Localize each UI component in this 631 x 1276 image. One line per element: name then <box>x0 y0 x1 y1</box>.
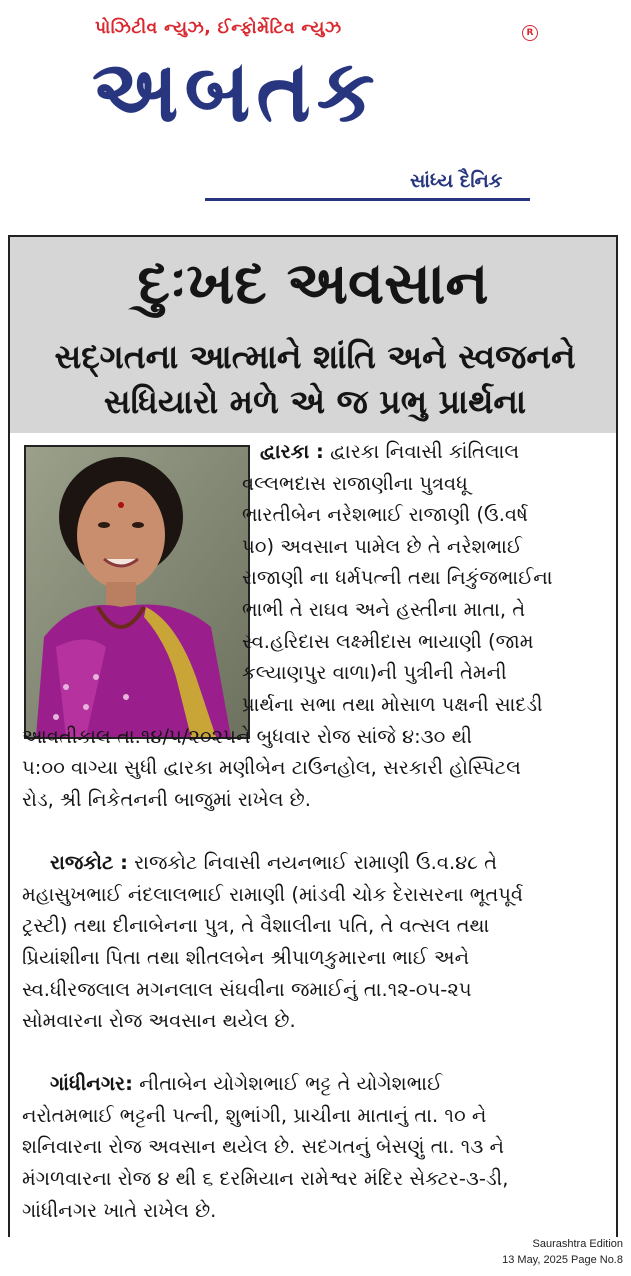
edition-label: Saurashtra Edition <box>532 1238 623 1250</box>
tagline: પોઝિટીવ ન્યુઝ, ઈન્ફોર્મેટિવ ન્યુઝ <box>95 18 342 38</box>
place-dwarka: દ્વારકા : <box>260 440 324 463</box>
gandhinagar-text-1: નીતાબેન યોગેશભાઈ ભટ્ટ તે યોગેશભાઈ <box>139 1072 443 1095</box>
newspaper-logo: અબતક <box>92 43 381 141</box>
dwarka-line-10: આવતીકાલ તા.૧૪/૫/૨૦૨૫ને બુધવાર રોજ સાંજે ૪:૩૦ થી <box>22 725 473 748</box>
gandhinagar-line-1 <box>50 1068 606 1100</box>
dwarka-line-1 <box>260 436 605 468</box>
masthead-underline <box>205 198 530 201</box>
portrait-photo-icon <box>26 447 248 737</box>
rajkot-text-1: રાજકોટ નિવાસી નયનભાઈ રામાણી ઉ.વ.૪૮ તે <box>134 851 498 874</box>
dwarka-line-6: ભાભી તે રાઘવ અને હસ્તીના માતા, તે <box>242 598 526 621</box>
dwarka-line-3: ભારતીબેન નરેશભાઈ રાજાણી (ઉ.વર્ષ <box>242 503 528 526</box>
dwarka-line-11: ૫:૦૦ વાગ્યા સુધી દ્વારકા મણીબેન ટાઉનહોલ, સરકારી હોસ્પિટલ <box>22 756 521 779</box>
gandhinagar-line-5: ગાંધીનગર ખાતે રાખેલ છે. <box>22 1199 217 1222</box>
gandhinagar-line-2: નરોતમભાઈ ભટ્ટની પત્ની, શુભાંગી, પ્રાચીના માતાનું તા. ૧૦ ને <box>22 1104 487 1127</box>
article-title: દુઃખદ અવસાન <box>137 249 489 317</box>
dwarka-line-9: પ્રાર્થના સભા તથા મોસાળ પક્ષની સાદડી <box>242 693 543 716</box>
rajkot-line-6: સોમવારના રોજ અવસાન થયેલ છે. <box>22 1009 296 1032</box>
dwarka-line-4: ૫૦) અવસાન પામેલ છે તે નરેશભાઈ <box>242 535 522 558</box>
dwarka-line-7: સ્વ.હરિદાસ લક્ષ્મીદાસ ભાયાણી (જામ <box>242 630 534 653</box>
gandhinagar-line-4: મંગળવારના રોજ ૪ થી ૬ દરમિયાન રામેશ્વર મંદિર સેક્ટર-૩-ડી, <box>22 1167 509 1190</box>
dwarka-line-8: કલ્યાણપુર વાળા)ની પુત્રીની તેમની <box>242 661 507 684</box>
registered-mark-icon: R <box>522 25 538 41</box>
masthead <box>0 0 631 215</box>
rajkot-line-1 <box>50 847 606 879</box>
rajkot-line-3: ટ્રસ્ટી) તથા દીનાબેનના પુત્ર, તે વૈશાલીના પતિ, તે વત્સલ તથા <box>22 914 490 937</box>
rajkot-line-4: પ્રિયાંશીના પિતા તથા શીતલબેન શ્રીપાળકુમારના ભાઈ અને <box>22 946 470 969</box>
place-gandhinagar: ગાંધીનગર: <box>50 1072 133 1095</box>
dwarka-line-12: રોડ, શ્રી નિકેતનની બાજુમાં રાખેલ છે. <box>22 788 311 811</box>
article-subtitle-line-2: સધિયારો મળે એ જ પ્રભુ પ્રાર્થના <box>103 382 527 421</box>
dwarka-line-5: રાજાણી ના ધર્મપત્ની તથા નિકુંજભાઈના <box>242 566 553 589</box>
gandhinagar-line-3: શનિવારના રોજ અવસાન થયેલ છે. સદગતનું બેસણું તા. ૧૩ ને <box>22 1135 505 1158</box>
article-subtitle-line-1: સદ્ગતના આત્માને શાંતિ અને સ્વજનને <box>54 337 576 376</box>
dwarka-line-2: વલ્લભદાસ રાજાણીના પુત્રવધૂ <box>242 472 468 495</box>
rajkot-line-5: સ્વ.ધીરજલાલ મગનલાલ સંઘવીના જમાઈનું તા.૧૨-૦૫-૨૫ <box>22 978 472 1001</box>
dwarka-text-1: દ્વારકા નિવાસી કાંતિલાલ <box>330 440 520 463</box>
portrait-photo <box>24 445 250 739</box>
rajkot-line-2: મહાસુખભાઈ નંદલાલભાઈ રામાણી (માંડવી ચોક દેરાસરના ભૂતપૂર્વ <box>22 883 524 906</box>
place-rajkot: રાજકોટ : <box>50 851 128 874</box>
date-page-label: 13 May, 2025 Page No.8 <box>502 1254 623 1266</box>
masthead-subtitle: સાંધ્ય દૈનિક <box>410 170 503 192</box>
obituary-article <box>8 235 618 1237</box>
